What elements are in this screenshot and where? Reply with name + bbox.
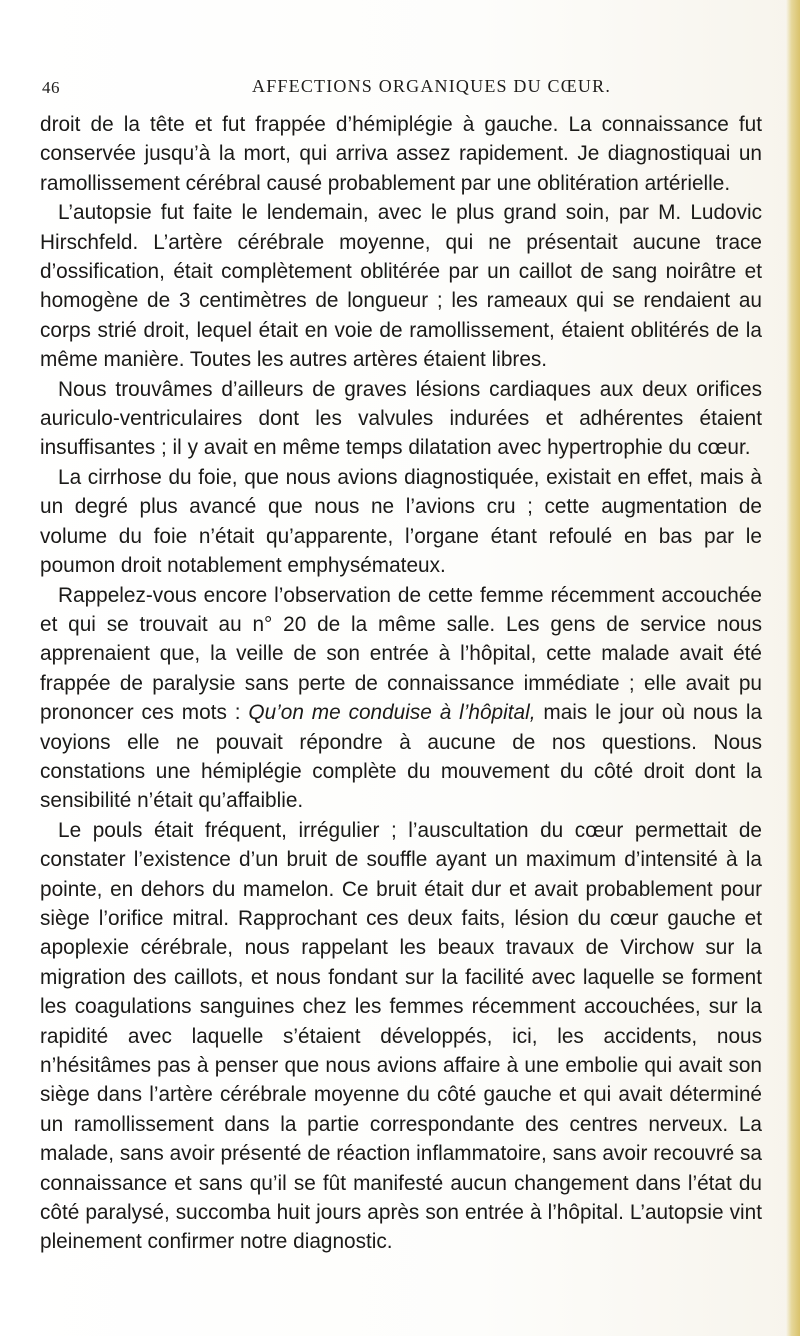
paragraph-2: L’autopsie fut faite le lendemain, avec le plus grand soin, par M. Ludovic Hirschfeld. L’artère cérébrale moyenne, qui ne présentait aucune trace d’ossification, était complètement oblitérée par un caillot de sang noirâtre et homogène de 3 centimètres de longueur ; les rameaux qui se rendaient au corps strié droit, lequel était en voie de ramollissement, étaient oblitérés de la même manière. Toutes les autres artères étaient libres. (40, 201, 762, 372)
paragraph-6: Le pouls était fréquent, irrégulier ; l’auscultation du cœur permettait de constater l’existence d’un bruit de souffle ayant un maximum d’intensité à la pointe, en dehors du mamelon. Ce bruit était dur et avait probablement pour siège l’orifice mitral. Rapprochant ces deux faits, lésion du cœur gauche et apoplexie cérébrale, nous rappelant les beaux travaux de Virchow sur la migration des caillots, et nous fondant sur la facilité avec laquelle se forment les coagulations sanguines chez les femmes récemment accouchées, sur la rapidité avec laquelle s’étaient développés, ici, les accidents, nous n’hésitâmes pas à penser que nous avions affaire à une embolie qui avait son siège dans l’artère cérébrale moyenne du côté gauche et qui avait déterminé un ramollissement dans la partie correspondante des centres nerveux. La malade, sans avoir présenté de réaction inflammatoire, sans avoir recouvré sa connaissance et sans qu’il se fût manifesté aucun changement dans l’état du côté paralysé, succomba huit jours après son entrée à l’hôpital. L’autopsie vint pleinement confirmer notre diagnostic. (40, 818, 762, 1254)
paragraph-5-text-before: Rappelez-vous encore l’observation de cette femme récemment accouchée et qui se trouvait au n° 20 de la même salle. Les gens de service nous apprenaient que, la veille de son entrée à l’hôpital, cette malade avait été frappée de paralysie sans perte de connaissance immédiate ; elle avait pu prononcer ces mots : (40, 583, 762, 725)
running-header (42, 74, 762, 104)
body-text (40, 110, 762, 1257)
page-edge-binding (786, 0, 800, 1336)
paragraph-5-quote-italic: Qu’on me conduise à l’hôpital, (248, 701, 536, 725)
paragraph-5-text-after: mais le jour où nous la voyions elle ne pouvait répondre à aucune de nos questions. Nous constations une hémiplégie complète du mouvement du côté droit dont la sensibilité n’était qu’affaiblie. (40, 701, 763, 813)
paragraph-1: droit de la tête et fut frappée d’hémiplégie à gauche. La connaissance fut conservée jusqu’à la mort, qui arriva assez rapidement. Je diagnostiquai un ramollissement cérébral causé probablement par une oblitération artérielle. (40, 113, 762, 195)
running-title: AFFECTIONS ORGANIQUES DU CŒUR. (252, 76, 612, 96)
paragraph-4: La cirrhose du foie, que nous avions diagnostiquée, existait en effet, mais à un degré plus avancé que nous ne l’avions cru ; cette augmentation de volume du foie n’était qu’apparente, l’organe étant refoulé en bas par le poumon droit notablement emphysémateux. (40, 465, 762, 578)
paragraph-5 (40, 581, 762, 816)
page-number: 46 (42, 78, 60, 97)
paragraph-3: Nous trouvâmes d’ailleurs de graves lésions cardiaques aux deux orifices auriculo-ventriculaires dont les valvules indurées et adhérentes étaient insuffisantes ; il y avait en même temps dilatation avec hypertrophie du cœur. (40, 377, 762, 460)
